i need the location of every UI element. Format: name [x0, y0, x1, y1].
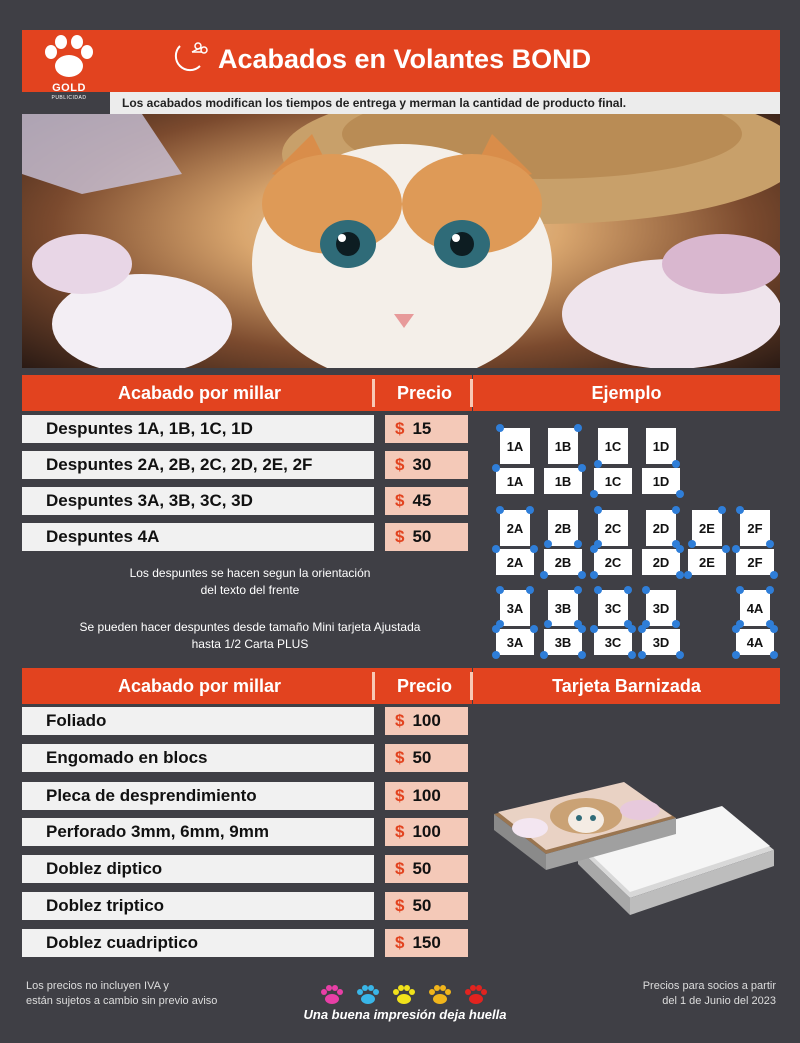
table1-header-example — [473, 375, 780, 411]
size-note — [40, 619, 460, 653]
example-label: 3D — [652, 634, 670, 650]
example-card-1b-bottom — [544, 468, 582, 494]
example-label: 2E — [699, 554, 715, 570]
row-label: Engomado en blocs — [46, 748, 208, 767]
price-value: 50 — [412, 748, 432, 767]
corner-dot — [770, 651, 778, 659]
example-label: 4A — [746, 634, 764, 650]
example-label: 4A — [746, 600, 764, 616]
note-line: del texto del frente — [200, 583, 300, 597]
price-value: 30 — [412, 455, 432, 474]
example-card-2b-bottom — [544, 549, 582, 575]
example-label: 2B — [554, 520, 572, 536]
example-label: 1A — [506, 473, 524, 489]
row-label: Perforado 3mm, 6mm, 9mm — [46, 822, 269, 841]
example-card-1c-top — [598, 428, 628, 464]
row-label: Doblez triptico — [46, 896, 165, 915]
table2-header-label — [22, 668, 377, 704]
example-card-2a-bottom — [496, 549, 534, 575]
table1-col-label: Acabado por millar — [117, 382, 282, 403]
currency-symbol: $ — [395, 933, 405, 952]
price-value: 50 — [412, 859, 432, 878]
corner-dot — [722, 545, 730, 553]
example-label: 2E — [699, 520, 715, 536]
price-value: 100 — [412, 711, 441, 730]
example-label: 2D — [652, 520, 670, 536]
row-price — [385, 744, 468, 772]
corner-dot — [492, 625, 500, 633]
example-label: 2F — [747, 554, 763, 570]
table1-header-price — [377, 375, 472, 411]
row-label: Pleca de desprendimiento — [46, 786, 257, 805]
currency-symbol: $ — [395, 711, 405, 730]
currency-symbol: $ — [395, 748, 405, 767]
page-subtitle: Los acabados modifican los tiempos de entrega y merman la cantidad de producto final. — [122, 96, 627, 110]
example-card-3b-top — [548, 590, 578, 626]
corner-dot — [574, 540, 582, 548]
corner-dot — [676, 571, 684, 579]
example-card-1d-top — [646, 428, 676, 464]
corner-dot — [492, 651, 500, 659]
currency-symbol: $ — [395, 419, 405, 438]
table1-col-example: Ejemplo — [591, 382, 662, 403]
corner-dot — [594, 586, 602, 594]
kitten-illustration — [22, 114, 780, 368]
row-price — [385, 855, 468, 883]
slogan: Una buena impresión deja huella — [303, 1007, 507, 1022]
corner-dot — [736, 506, 744, 514]
corner-dot — [590, 545, 598, 553]
scissors-cut-icon — [170, 40, 210, 76]
example-card-2c-bottom — [594, 549, 632, 575]
corner-dot — [638, 625, 646, 633]
row-price — [385, 782, 468, 810]
example-card-2d-bottom — [642, 549, 680, 575]
row-label: Foliado — [46, 711, 107, 730]
example-label: 2B — [554, 554, 572, 570]
paw-logo-icon — [42, 34, 96, 80]
corner-dot — [676, 651, 684, 659]
varnished-card-stack — [490, 770, 780, 930]
corner-dot — [736, 586, 744, 594]
example-label: 3D — [652, 600, 670, 616]
corner-dot — [492, 545, 500, 553]
currency-symbol: $ — [395, 455, 405, 474]
price-value: 100 — [412, 786, 441, 805]
corner-dot — [590, 490, 598, 498]
example-label: 2A — [506, 520, 524, 536]
example-card-4a-bottom — [736, 629, 774, 655]
table2-header-varnished — [473, 668, 780, 704]
corner-dot — [628, 651, 636, 659]
row-label: Doblez diptico — [46, 859, 163, 878]
corner-dot — [590, 571, 598, 579]
example-card-1c-bottom — [594, 468, 632, 494]
note-line: Los despuntes se hacen segun la orientación — [129, 566, 371, 580]
currency-symbol: $ — [395, 896, 405, 915]
corner-dot — [688, 540, 696, 548]
row-price — [385, 818, 468, 846]
row-label: Despuntes 2A, 2B, 2C, 2D, 2E, 2F — [46, 455, 313, 474]
footer-line: del 1 de Junio del 2023 — [662, 995, 776, 1007]
corner-dot — [628, 625, 636, 633]
table-row — [22, 523, 374, 551]
example-label: 3B — [554, 600, 572, 616]
corner-dot — [530, 625, 538, 633]
example-card-3a-bottom — [496, 629, 534, 655]
example-card-1a-top — [500, 428, 530, 464]
paw-icon — [465, 985, 487, 1004]
note-line: Se pueden hacer despuntes desde tamaño Mini tarjeta Ajustada — [79, 620, 421, 634]
header-separator — [372, 379, 375, 407]
row-price — [385, 892, 468, 920]
table2-col-label: Acabado por millar — [117, 675, 282, 696]
corner-dot — [530, 545, 538, 553]
price-value: 100 — [412, 822, 441, 841]
row-label: Despuntes 1A, 1B, 1C, 1D — [46, 419, 253, 438]
price-value: 50 — [412, 527, 432, 546]
corner-dot — [770, 625, 778, 633]
table-row — [22, 855, 374, 883]
example-card-3c-bottom — [594, 629, 632, 655]
corner-dot — [672, 460, 680, 468]
kitten-photo — [22, 114, 780, 368]
paw-icon — [321, 985, 343, 1004]
example-label: 1D — [652, 473, 670, 489]
row-price — [385, 451, 468, 479]
example-card-1b-top — [548, 428, 578, 464]
gold-logo — [36, 34, 102, 112]
row-price — [385, 929, 468, 957]
price-value: 50 — [412, 896, 432, 915]
example-card-2d-top — [646, 510, 676, 546]
table-row — [22, 892, 374, 920]
example-label: 1C — [604, 438, 622, 454]
corner-dot — [770, 571, 778, 579]
price-value: 150 — [412, 933, 441, 952]
example-label: 1D — [652, 438, 670, 454]
corner-dot — [676, 545, 684, 553]
example-card-2f-bottom — [736, 549, 774, 575]
example-label: 1A — [506, 438, 524, 454]
price-value: 15 — [412, 419, 432, 438]
example-card-2e-top — [692, 510, 722, 546]
example-label: 3C — [604, 634, 622, 650]
corner-dot — [642, 586, 650, 594]
page-title: Acabados en Volantes BOND — [218, 44, 592, 74]
corner-dot — [540, 651, 548, 659]
example-label: 3B — [554, 634, 572, 650]
corner-dot — [732, 625, 740, 633]
corner-dot — [624, 586, 632, 594]
row-price — [385, 707, 468, 735]
table-row — [22, 782, 374, 810]
row-price — [385, 523, 468, 551]
corner-dot — [496, 424, 504, 432]
example-card-4a-top — [740, 590, 770, 626]
corner-dot — [574, 424, 582, 432]
example-card-3c-top — [598, 590, 628, 626]
currency-symbol: $ — [395, 527, 405, 546]
row-label: Doblez cuadriptico — [46, 933, 199, 952]
brand-subtitle: PUBLICIDAD — [51, 95, 87, 101]
corner-dot — [594, 460, 602, 468]
corner-dot — [638, 651, 646, 659]
corner-dot — [578, 651, 586, 659]
orientation-note — [60, 565, 440, 599]
corner-dot — [672, 506, 680, 514]
example-card-3d-top — [646, 590, 676, 626]
example-label: 3A — [506, 634, 524, 650]
tax-disclaimer — [26, 979, 217, 1009]
row-label: Despuntes 4A — [46, 527, 160, 546]
currency-symbol: $ — [395, 859, 405, 878]
footer-line: Los precios no incluyen IVA y — [26, 980, 169, 992]
table-row — [22, 487, 374, 515]
corner-dot — [684, 571, 692, 579]
corner-dot — [594, 506, 602, 514]
example-card-3d-bottom — [642, 629, 680, 655]
currency-symbol: $ — [395, 822, 405, 841]
row-price — [385, 487, 468, 515]
brand-name: GOLD — [52, 82, 86, 94]
corner-dot — [544, 540, 552, 548]
table2-header-price — [377, 668, 472, 704]
currency-symbol: $ — [395, 491, 405, 510]
table1-header-label — [22, 375, 377, 411]
header-separator — [372, 672, 375, 700]
corner-dot — [732, 651, 740, 659]
footer-line: Precios para socios a partir — [642, 980, 776, 992]
validity-note — [643, 979, 776, 1009]
table-row — [22, 415, 374, 443]
example-label: 3C — [604, 600, 622, 616]
corner-dot — [578, 571, 586, 579]
example-label: 1B — [554, 473, 572, 489]
paw-icon — [429, 985, 451, 1004]
example-card-3a-top — [500, 590, 530, 626]
corner-dot — [578, 625, 586, 633]
corner-dot — [718, 506, 726, 514]
table-row — [22, 744, 374, 772]
example-label: 1B — [554, 438, 572, 454]
example-label: 2C — [604, 554, 622, 570]
example-card-2f-top — [740, 510, 770, 546]
corner-dot — [496, 586, 504, 594]
example-card-1a-bottom — [496, 468, 534, 494]
table-row — [22, 707, 374, 735]
currency-symbol: $ — [395, 786, 405, 805]
example-label: 2F — [747, 520, 763, 536]
corner-dot — [492, 464, 500, 472]
example-label: 2A — [506, 554, 524, 570]
corner-dot — [540, 571, 548, 579]
example-card-2a-top — [500, 510, 530, 546]
paw-row — [320, 985, 490, 1005]
table-row — [22, 818, 374, 846]
corner-dot — [578, 464, 586, 472]
table-row — [22, 451, 374, 479]
footer-line: están sujetos a cambio sin previo aviso — [26, 995, 218, 1007]
example-card-1d-bottom — [642, 468, 680, 494]
table2-col-price: Precio — [396, 675, 453, 696]
note-line: hasta 1/2 Carta PLUS — [191, 637, 309, 651]
corner-dot — [526, 506, 534, 514]
paw-icon — [393, 985, 415, 1004]
example-card-2c-top — [598, 510, 628, 546]
corner-dot — [676, 490, 684, 498]
row-label: Despuntes 3A, 3B, 3C, 3D — [46, 491, 253, 510]
row-price — [385, 415, 468, 443]
corner-dot — [732, 545, 740, 553]
example-card-2e-bottom — [688, 549, 726, 575]
price-value: 45 — [412, 491, 432, 510]
corner-dot — [574, 586, 582, 594]
paw-icon — [357, 985, 379, 1004]
table-row — [22, 929, 374, 957]
table1-col-price: Precio — [396, 382, 453, 403]
corner-dot — [496, 506, 504, 514]
example-card-3b-bottom — [544, 629, 582, 655]
corner-dot — [526, 586, 534, 594]
table2-col-right: Tarjeta Barnizada — [552, 675, 701, 696]
corner-dot — [766, 586, 774, 594]
example-label: 1C — [604, 473, 622, 489]
corner-dot — [590, 625, 598, 633]
corner-dot — [672, 620, 680, 628]
corner-dot — [766, 540, 774, 548]
corner-dot — [544, 620, 552, 628]
example-card-2b-top — [548, 510, 578, 546]
example-label: 2C — [604, 520, 622, 536]
example-label: 2D — [652, 554, 670, 570]
example-label: 3A — [506, 600, 524, 616]
